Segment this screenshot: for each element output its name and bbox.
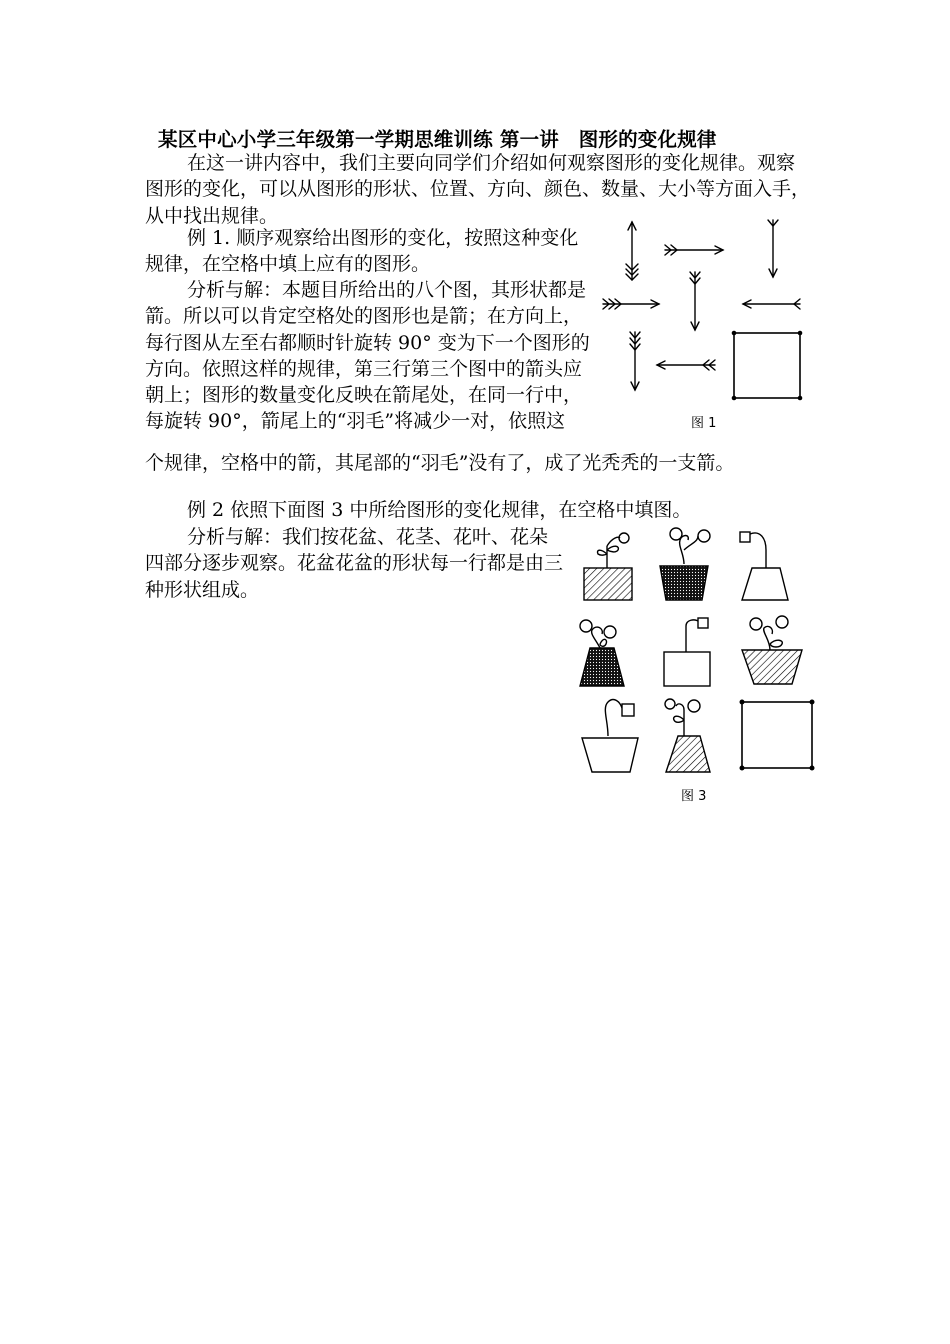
pot-r3c2	[665, 699, 710, 772]
figure-1-arrows	[597, 212, 812, 444]
pot-r1c2	[660, 528, 710, 600]
arrow-r2c2	[690, 272, 700, 330]
analysis-2-text: 分析与解：我们按花盆、花茎、花叶、花朵四部分逐步观察。花盆花盆的形状每一行都是由三种形状组成。	[145, 526, 564, 601]
pot-r1c1	[584, 533, 632, 600]
page-title: 某区中心小学三年级第一学期思维训练 第一讲 图形的变化规律	[158, 128, 717, 151]
figure-3-flowerpots	[574, 520, 824, 804]
arrow-r1c2	[665, 245, 723, 255]
arrow-r1c1	[626, 222, 638, 280]
arrow-r1c3	[768, 220, 778, 277]
arrow-r2c1	[603, 299, 659, 309]
example-1-text: 例 1. 顺序观察给出图形的变化，按照这种变化规律，在空格中填上应有的图形。	[145, 227, 579, 276]
figure-3-caption: 图 3	[681, 789, 707, 804]
pot-r3c1	[582, 700, 638, 772]
pot-r2c3	[742, 616, 802, 684]
figure-1-caption: 图 1	[691, 416, 717, 431]
blank-square-fig1	[732, 331, 803, 401]
arrow-r3c2	[657, 360, 715, 370]
analysis-1-text: 分析与解：本题目所给出的八个图，其形状都是箭。所以可以肯定空格处的图形也是箭；在方向上，每行图从左至右都顺时针旋转 90° 变为下一个图形的方向。依照这样的规律，第三行第三个图中的箭头应朝上；图形的数量变化反映在箭尾处，在同一行中，每旋转 90°，箭尾上的“羽毛”将减少一对，依照这	[145, 279, 590, 433]
example-2-text: 例 2 依照下面图 3 中所给图形的变化规律，在空格中填图。	[187, 499, 692, 521]
arrow-r2c3	[743, 299, 800, 309]
pot-r2c2	[664, 618, 710, 686]
blank-square-fig3	[742, 702, 812, 768]
arrow-r3c1	[630, 332, 640, 390]
analysis-1-continued: 个规律，空格中的箭，其尾部的“羽毛”没有了，成了光秃秃的一支箭。	[145, 452, 735, 474]
intro-paragraph: 在这一讲内容中，我们主要向同学们介绍如何观察图形的变化规律。观察图形的变化，可以从图形的形状、位置、方向、颜色、数量、大小等方面入手，从中找出规律。	[145, 152, 811, 227]
pot-r1c3	[740, 532, 788, 600]
pot-r2c1	[580, 620, 624, 686]
